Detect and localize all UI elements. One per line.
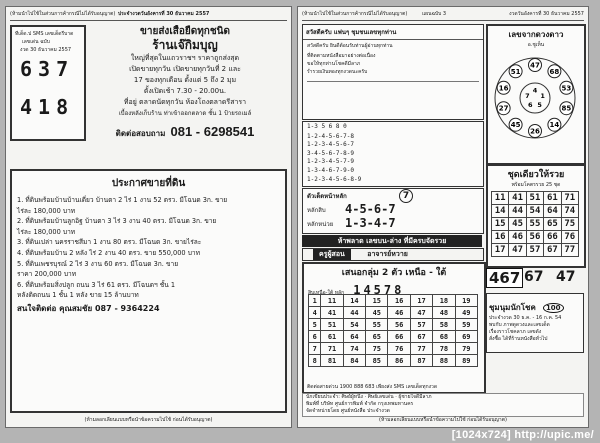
star-circle-number: 53 [561,84,572,93]
number-grid [302,121,484,187]
lucky-ad-title: ชุมนุมนักโชค [489,303,536,312]
sms-box-line1: ทีเด็ด.ป SMS เลขเด็ดรีบาด [15,31,74,37]
hot-units-numbers: 1-3-4-7 [345,216,396,230]
two-digit-cell: 71 [321,343,343,355]
table-row [309,295,478,307]
star-circle-number: 45 [510,121,521,130]
set-table-cell: 46 [509,231,526,244]
two-digit-cell-table [308,294,478,367]
shop-ad-line: เปิดขายทุกวัน เปิดขายทุกวันที่ 2 และ [129,65,241,73]
highlight-extra-1: 67 [524,269,544,285]
two-digit-cell: 1 [309,295,321,307]
set-table-grid [491,191,579,257]
set-table-cell: 14 [492,205,509,218]
two-digit-cell: 61 [321,331,343,343]
star-center-number: 4 [532,86,538,95]
highlight-strip [486,267,584,289]
greeting-line: ร่ำรวยเงินทองทุกงวดนะครับ [307,69,368,75]
header-note: (ห้ามนำไปใช้ในส่วนการค้ากรณีไม่ได้รับอนุญาต) [10,11,116,17]
star-box-subtitle: อ.ชูเห็น [527,42,545,48]
shop-advertisement [86,25,284,165]
two-digit-cell: 76 [388,343,410,355]
shop-ad-subtitle: ร้านเจ๊กิมบุญ [152,38,218,52]
number-grid-row: 1-2-3-4-5-6-8-9 [307,175,362,183]
hot-tens-label: หลักสิบ [307,207,326,214]
star-box-title: เลขจากดวงดาว [508,30,564,39]
star-center-number: 1 [540,92,545,101]
two-digit-cell: 45 [366,307,388,319]
shop-ad-contact-label: ติดต่อสอบถาม [115,129,166,138]
set-table-cell: 66 [544,231,561,244]
two-digit-cell: 16 [388,295,410,307]
upper-lower-banner: ห้าพลาด เลขบน-ล่าง ที่มีครบจัดรวย [302,235,482,247]
right-page-footer: (ห้ามลอกเลียนแบบหรือนำข้อความไปใช้ ก่อนได้รับอนุญาต) [379,417,507,423]
two-digit-cell: 66 [388,331,410,343]
property-listing: ราคา 200,000 บาท [17,270,77,279]
sms-numbers-box [10,25,86,141]
two-digit-cell: 11 [321,295,343,307]
set-table-cell: 77 [561,244,578,257]
two-digit-cell: 51 [321,319,343,331]
property-contact: สนใจติดต่อ คุณสมชัย 087 - 9364224 [17,303,160,313]
set-table-cell: 17 [492,244,509,257]
property-listings [10,169,287,413]
sms-number-2: 418 [20,95,75,119]
set-table-cell: 41 [509,192,526,205]
two-digit-cell: 78 [433,343,455,355]
number-grid-row: 3-4-5-6-7-8-9 [307,149,354,157]
star-circle-number: 27 [498,104,509,113]
left-page-header [10,10,287,21]
two-digit-cell: 6 [309,331,321,343]
hot-main-circle: 7 [399,189,413,203]
set-table-cell: 55 [526,218,543,231]
property-listing: หลังติดถนน 1 ชั้น 1 หลัง ขาย 15 ล้านบาท [17,291,139,300]
set-table-cell: 74 [561,205,578,218]
greeting-column [302,24,484,120]
star-circle-number: 85 [561,104,572,113]
table-row [492,192,579,205]
number-grid-row: 1-2-4-5-6-7-8 [307,132,354,140]
set-table-cell: 65 [544,218,561,231]
teacher-right-label: อาจารย์หวาย [367,250,408,258]
two-digit-cell: 59 [455,319,477,331]
set-table-cell: 61 [544,192,561,205]
left-page-footer: (ห้ามลอกเลียนแบบหรือนำข้อความไปใช้ ก่อนได้รับอนุญาต) [84,417,213,423]
property-listing: 1. ที่ดินพร้อมบ้านบ้านเดี่ยว บ้านตา 2 ไร่ 1 งาน 52 ตรว. มีโฉนด 3ก. ขาย [17,196,228,204]
lucky-ad-issue: 100 [543,303,564,313]
star-center-number: 6 [528,100,533,109]
shop-ad-line: ที่อยู่ ตลาดนัดทุกวัน ห้องโถงตลาดรีสารา [123,98,247,106]
two-digit-sub-label: สิบเหนือ-ใต้ หลัก [308,290,345,296]
set-table-cell: 11 [492,192,509,205]
single-set-table [486,164,586,268]
property-listing: ไร่ละ 180,000 บาท [17,206,76,215]
two-digit-cell: 4 [309,307,321,319]
number-grid-row: 1-3-4-6-7-9-0 [307,166,354,174]
sms-number-1: 637 [20,57,75,81]
property-listing: 2. ที่ดินพร้อมบ้านลูกอิฐ บ้านตา 3 ไร่ 3 งาน 40 ตรว. มีโฉนด 3ก. ขาย [17,217,217,226]
header-date: งวดวันอังคารที่ 30 ธันวาคม 2557 [509,11,584,17]
star-center-number: 5 [537,100,542,109]
two-digit-sub-numbers: 14578 [353,283,405,297]
property-listing: 5. ที่ดินเพชรบุรณ์ 2 ไร่ 3 งาน 60 ตรว. มีโฉนด 3ก. ขาย [17,259,179,268]
header-issue: แผนฉบับ 3 [422,11,447,17]
two-digit-cell: 47 [410,307,432,319]
two-digit-cell: 48 [433,307,455,319]
set-table-cell: 71 [561,192,578,205]
two-digit-cell: 88 [433,355,455,367]
table-row [309,343,478,355]
lucky-ad-line: ประจำงวด 30 ธ.ค. - 16 ก.ค. 54 [489,315,562,321]
greeting-title: สวัสดีครับ แฟนๆ ชุมชนเลขทุกท่าน [303,25,483,40]
two-digit-cell: 69 [455,331,477,343]
table-row [492,244,579,257]
teacher-left-label: ครูผู้สอน [313,249,351,260]
two-digit-cell: 8 [309,355,321,367]
shop-ad-line: ใหญ่ที่สุดในแถวราชฯ ราคาถูกส่งสุด [130,54,240,62]
shop-ad-line: ตั้งเปิดเช้า 7.30 - 20.00น. [143,87,227,95]
two-digit-cell: 86 [388,355,410,367]
set-table-subtitle: พร้อมโคตรรวย 25 ชุด [511,182,561,188]
two-digit-cell: 14 [343,295,365,307]
hot-units-label: หลักหน่วย [307,221,334,228]
two-digit-cell: 44 [343,307,365,319]
two-digit-cell: 18 [433,295,455,307]
number-grid-row: 1-2-3-4-5-7-9 [307,158,354,166]
two-digit-cell: 19 [455,295,477,307]
sms-box-line2: เลขเด่น ฉบับ [22,39,50,45]
two-digit-cell: 58 [433,319,455,331]
star-circle-number: 68 [549,67,560,76]
property-listing: ไร่ละ 180,000 บาท [17,227,76,236]
two-digit-cell: 75 [366,343,388,355]
shop-ad-title: ขายส่งเสื้อยืดทุกชนิด [140,26,230,37]
set-table-cell: 67 [544,244,561,257]
two-digit-cell: 81 [321,355,343,367]
table-row [492,205,579,218]
set-table-cell: 15 [492,218,509,231]
hot-numbers-box [302,188,484,234]
two-digit-cell: 57 [410,319,432,331]
imprint [302,393,584,417]
set-table-cell: 75 [561,218,578,231]
two-digit-cell: 46 [388,307,410,319]
set-table-cell-table [491,191,579,257]
two-digit-cell: 68 [433,331,455,343]
header-date: ประจำงวดวันอังคารที่ 30 ธันวาคม 2557 [118,11,210,17]
set-table-cell: 51 [526,192,543,205]
set-table-cell: 76 [561,231,578,244]
table-row [309,307,478,319]
set-table-cell: 64 [544,205,561,218]
set-table-cell: 45 [509,218,526,231]
two-digit-cell: 55 [366,319,388,331]
two-digit-cell: 54 [343,319,365,331]
two-digit-cell: 87 [410,355,432,367]
star-numbers-box [486,24,586,165]
number-grid-row: 1-3 5 6 8 0 [307,123,347,130]
image-watermark: [1024x724] http://upic.me/ [451,429,594,441]
sms-box-line3: งวด 30 ธันวาคม 2557 [20,47,72,53]
two-digit-cell: 77 [410,343,432,355]
highlight-extra-2: 47 [556,269,576,285]
two-digit-cell: 67 [410,331,432,343]
two-digit-cell: 49 [455,307,477,319]
star-circle-number: 26 [530,127,540,136]
lucky-ad-line: พบกับ ภาพดูดวงและเลขเด็ด [489,322,550,328]
two-digit-cell: 85 [366,355,388,367]
table-row [309,355,478,367]
greeting-line: ขอให้ทุกท่านโชคดีมีลาภ [307,61,361,67]
two-digit-cell: 74 [343,343,365,355]
shop-ad-line: เบื้องหลังเก็บร้าน ท่าเข้าออกตลาด ชั้น 1 ป้ายรถเมล์ [118,110,252,117]
header-note: (ห้ามนำไปใช้ในส่วนการค้ากรณีไม่ได้รับอนุญาต) [302,11,408,17]
left-page [5,6,292,428]
greeting-line: สวัสดีครับ ยินดีต้อนรับท่านผู้อ่านทุกท่าน [307,43,393,49]
shop-ad-phone: 081 - 6298541 [170,124,255,139]
star-circle-number: 14 [549,121,560,130]
set-table-cell: 57 [526,244,543,257]
star-circle-number: 47 [530,61,540,70]
star-circle-number: 51 [510,67,521,76]
two-digit-footer: ติดต่อสายด่วน 1900 888 683 เพียงส่ง SMS เลขเด็ดทุกงวด [307,384,438,390]
star-circle-number: 16 [498,84,509,93]
two-digit-cell: 84 [343,355,365,367]
table-row [309,319,478,331]
hot-main-label: ตัวเด็ดหน้าหลัก [307,193,347,200]
star-center-numbers [525,87,545,109]
highlight-main-number: 467 [486,268,523,288]
imprint-line: นักเขียนประจำ: ศิษย์ผู้หนึ่ง · ศิษย์เลขเด่น · ผู้ชายใจดีมีลาภ [306,394,432,400]
table-row [492,231,579,244]
set-table-cell: 56 [526,231,543,244]
two-digit-cell: 15 [366,295,388,307]
right-page [297,6,589,428]
two-digit-cell: 17 [410,295,432,307]
property-section-title: ประกาศขายที่ดิน [111,178,186,189]
shop-ad-line: 17 ของทุกเดือน ตั้งแต่ 5 ถึง 2 มุม [133,76,237,84]
property-listing: 4. ที่ดินพร้อมบ้าน 2 หลัง ไร่ 2 งาน 40 ตรว. ขาย 550,000 บาท [17,248,200,257]
set-table-cell: 16 [492,231,509,244]
star-numbers-diagram [489,50,581,150]
property-listing: 6. ที่ดินพร้อมสิ่งปลูก ถนน 3 ไร่ 61 ตรว. มีโฉนดฯ ชั้น 1 [17,280,176,289]
lucky-ad-line: เรื่องราวโชคลาภ เลขดัง [489,329,542,335]
table-row [309,331,478,343]
two-digit-cell: 89 [455,355,477,367]
lucky-ad-line: สั่งซื้อ ได้ที่ร้านหนังสือทั่วไป [489,336,548,342]
two-digit-cell: 5 [309,319,321,331]
set-table-cell: 54 [526,205,543,218]
set-table-cell: 44 [509,205,526,218]
imprint-line: พิมพ์ที่ บริษัท ศูนย์การพิมพ์ จำกัด กรุงเทพมหานคร [306,401,414,407]
set-table-title: ชุดเดียวให้รวย [507,170,565,180]
number-grid-row: 1-2-3-4-5-6-7 [307,141,354,149]
two-digit-cell: 65 [366,331,388,343]
two-digit-cell: 79 [455,343,477,355]
right-page-header [302,10,584,21]
teacher-subbanner [302,248,484,261]
two-digit-title: เสนอกลุ่ม 2 ตัว เหนือ - ใต้ [341,268,447,278]
two-digit-cell: 7 [309,343,321,355]
two-digit-cell: 41 [321,307,343,319]
two-digit-cell: 56 [388,319,410,331]
star-number-circles [497,59,573,138]
two-digit-cell: 64 [343,331,365,343]
imprint-line: จัดจำหน่ายโดย ศูนย์หนังสือ ประจำงวด [306,408,390,414]
hot-tens-numbers: 4-5-6-7 [345,202,396,216]
lucky-magazine-ad [486,293,584,353]
star-center-number: 7 [525,92,530,101]
table-row [492,218,579,231]
greeting-line: ที่ติดตามหนังสือมาอย่างต่อเนื่อง [307,53,376,59]
two-digit-section [302,262,486,394]
set-table-cell: 47 [509,244,526,257]
property-listing: 3. ที่ดินเปล่า นครราชสีมา 1 งาน 80 ตรว. มีโฉนด 3ก. ขายไร่ละ [17,238,202,247]
two-digit-grid [308,294,478,367]
